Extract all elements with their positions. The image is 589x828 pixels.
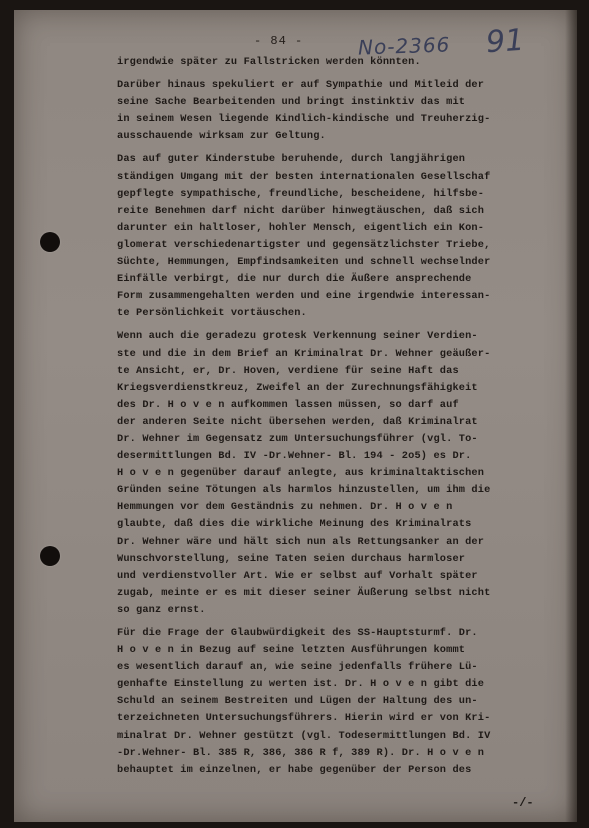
typed-text-body xyxy=(117,54,537,779)
text-line: minalrat Dr. Wehner gestützt (vgl. Todesermittlungen Bd. IV xyxy=(117,729,491,742)
text-line: Hemmungen vor dem Geständnis zu nehmen. Dr. H o v e n xyxy=(117,501,453,514)
paragraph xyxy=(117,77,537,145)
text-line: Süchte, Hemmungen, Empfindsamkeiten und schnell wechselnder xyxy=(117,256,491,269)
paragraph xyxy=(117,151,537,322)
punch-hole-top xyxy=(40,232,60,252)
text-line: reite Benehmen darf nicht darüber hinwegtäuschen, daß sich xyxy=(117,204,485,217)
text-line: Schuld an seinem Bestreiten und Lügen der Haltung des un- xyxy=(117,695,478,708)
document-number-stamp: No-2366 xyxy=(357,32,451,60)
text-line: -Dr.Wehner- Bl. 385 R, 386, 386 R f, 389 R). Dr. H o v e n xyxy=(117,746,485,759)
text-line: Wunschvorstellung, seine Taten seien durchaus harmloser xyxy=(117,552,466,565)
text-line: glaubte, daß dies die wirkliche Meinung des Kriminalrats xyxy=(117,518,472,531)
continuation-mark: -/- xyxy=(512,796,534,810)
text-line: H o v e n in Bezug auf seine letzten Ausführungen kommt xyxy=(117,644,466,657)
text-line: Wenn auch die geradezu grotesk Verkennung seiner Verdien- xyxy=(117,330,478,343)
text-line: Für die Frage der Glaubwürdigkeit des SS-Hauptsturmf. Dr. xyxy=(117,627,478,639)
text-line: irgendwie später zu Fallstricken werden könnten. xyxy=(117,56,421,68)
text-line: Das auf guter Kinderstube beruhende, durch langjährigen xyxy=(117,153,466,166)
paragraph xyxy=(117,625,537,779)
text-line: behauptet im einzelnen, er habe gegenüber der Person des xyxy=(117,763,472,776)
text-line: es wesentlich darauf an, wie seine jedenfalls frühere Lü- xyxy=(117,661,478,674)
text-line: desermittlungen Bd. IV -Dr.Wehner- Bl. 194 - 2o5) es Dr. xyxy=(117,450,472,463)
text-line: ste und die in dem Brief an Kriminalrat Dr. Wehner geäußer- xyxy=(117,347,491,360)
text-line: Gründen seine Tötungen als harmlos hinzustellen, um ihm die xyxy=(117,484,491,497)
punch-hole-bottom xyxy=(40,546,60,566)
text-line: Kriegsverdienstkreuz, Zweifel an der Zurechnungsfähigkeit xyxy=(117,381,478,394)
text-line: so ganz ernst. xyxy=(117,603,206,616)
text-line: Einfälle verbirgt, die nur durch die Äußere ansprechende xyxy=(117,273,472,286)
text-line: seine Sache Bearbeitenden und bringt instinktiv das mit xyxy=(117,96,466,109)
text-line: Dr. Wehner im Gegensatz zum Untersuchungsführer (vgl. To- xyxy=(117,432,478,445)
page-edge-shadow xyxy=(565,10,577,822)
text-line: Dr. Wehner wäre und hält sich nun als Rettungsanker an der xyxy=(117,535,485,548)
text-line: genhafte Einstellung zu werten ist. Dr. H o v e n gibt die xyxy=(117,678,485,691)
text-line: des Dr. H o v e n aufkommen lassen müssen, so darf auf xyxy=(117,398,459,411)
text-line: und verdienstvoller Art. Wie er selbst auf Vorhalt später xyxy=(117,569,478,582)
text-line: te Ansicht, er, Dr. Hoven, verdiene für seine Haft das xyxy=(117,364,459,377)
text-line: ständigen Umgang mit der besten internationalen Gesellschaf xyxy=(117,170,491,183)
text-line: der anderen Seite nicht übersehen werden, daß Kriminalrat xyxy=(117,415,478,428)
text-line: in seinem Wesen liegende Kindlich-kindische und Treuherzig- xyxy=(117,113,491,126)
page-number: - 84 - xyxy=(254,34,304,48)
paragraph xyxy=(117,54,537,71)
text-line: terzeichneten Untersuchungsführers. Hierin wird er von Kri- xyxy=(117,712,491,725)
text-line: ausschauende wirksam zur Geltung. xyxy=(117,130,326,143)
text-line: Darüber hinaus spekuliert er auf Sympathie und Mitleid der xyxy=(117,79,485,92)
text-line: te Persönlichkeit vortäuschen. xyxy=(117,307,307,320)
text-line: Form zusammengehalten werden und eine irgendwie interessan- xyxy=(117,290,491,303)
text-line: darunter ein haltloser, hohler Mensch, eigentlich ein Kon- xyxy=(117,221,485,234)
folio-number-stamp: 91 xyxy=(484,22,526,61)
text-line: zugab, meinte er es mit dieser seiner Äußerung selbst nicht xyxy=(117,586,491,599)
text-line: glomerat verschiedenartigster und gegensätzlichster Triebe, xyxy=(117,238,491,251)
text-line: gepflegte sympathische, freundliche, bescheidene, hilfsbe- xyxy=(117,187,485,200)
paragraph xyxy=(117,328,537,619)
document-page xyxy=(14,10,577,822)
text-line: H o v e n gegenüber darauf anlegte, aus kriminaltaktischen xyxy=(117,467,485,480)
